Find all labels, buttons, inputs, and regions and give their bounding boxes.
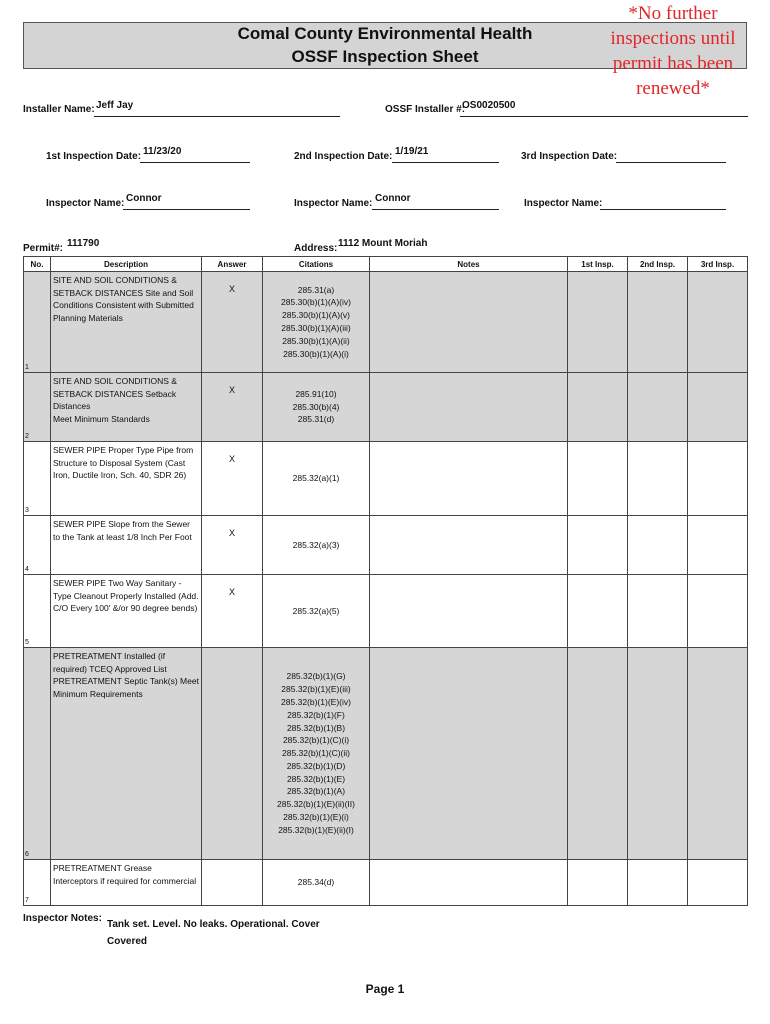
row-1st-insp[interactable] [568,272,628,373]
row-description: SEWER PIPE Two Way Sanitary - Type Cleanout Properly Installed (Add. C/O Every 100' &/or 90 degree bends) [51,575,202,648]
insp1-date-label: 1st Inspection Date: [46,151,142,162]
inspector1-value: Connor [126,193,162,204]
ossf-installer-label: OSSF Installer #: [385,104,466,115]
col-header-3rd-insp: 3rd Insp. [688,257,748,272]
row-1st-insp[interactable] [568,860,628,906]
col-header-notes: Notes [370,257,568,272]
row-answer[interactable]: X [202,272,263,373]
row-description: SEWER PIPE Slope from the Sewer to the Tank at least 1/8 Inch Per Foot [51,516,202,575]
table-row [24,272,748,373]
row-notes[interactable] [370,648,568,860]
renewal-warning-note: *No further inspections until permit has been renewed* [610,3,736,99]
col-header-answer: Answer [202,257,263,272]
inspector2-label: Inspector Name: [294,198,373,209]
row-number: 4 [24,516,51,575]
row-3rd-insp[interactable] [688,442,748,516]
row-description: PRETREATMENT Grease Interceptors if required for commercial [51,860,202,906]
row-1st-insp[interactable] [568,442,628,516]
page-number: Page 1 [365,982,405,996]
insp3-date-line [616,162,726,163]
insp3-date-label: 3rd Inspection Date: [521,151,618,162]
row-2nd-insp[interactable] [628,373,688,442]
table-row [24,373,748,442]
row-number: 3 [24,442,51,516]
inspector-notes-value: Tank set. Level. No leaks. Operational. Cover Covered [107,919,320,947]
inspection-table [23,256,748,906]
row-citations: 285.34(d) [263,860,370,906]
row-answer[interactable] [202,648,263,860]
row-1st-insp[interactable] [568,516,628,575]
col-header-2nd-insp: 2nd Insp. [628,257,688,272]
col-header-citations: Citations [263,257,370,272]
row-answer[interactable]: X [202,373,263,442]
inspector3-line [600,209,726,210]
row-answer[interactable]: X [202,575,263,648]
table-row [24,648,748,860]
address-value: 1112 Mount Moriah [338,238,428,249]
col-header-1st-insp: 1st Insp. [568,257,628,272]
row-2nd-insp[interactable] [628,860,688,906]
row-number: 6 [24,648,51,860]
insp1-date-value: 11/23/20 [143,146,182,157]
row-2nd-insp[interactable] [628,442,688,516]
table-row [24,860,748,906]
row-1st-insp[interactable] [568,575,628,648]
ossf-installer-value: OS0020500 [462,100,516,111]
row-description: PRETREATMENT Installed (if required) TCEQ Approved List PRETREATMENT Septic Tank(s) Meet Minimum Requirements [51,648,202,860]
insp2-date-line [392,162,499,163]
row-3rd-insp[interactable] [688,575,748,648]
row-3rd-insp[interactable] [688,373,748,442]
permit-label: Permit#: [23,243,64,254]
row-notes[interactable] [370,272,568,373]
installer-name-label: Installer Name: [23,104,95,115]
insp2-date-label: 2nd Inspection Date: [294,151,393,162]
table-row [24,575,748,648]
installer-name-value: Jeff Jay [96,100,134,111]
inspector1-line [123,209,250,210]
row-3rd-insp[interactable] [688,860,748,906]
row-answer[interactable]: X [202,516,263,575]
row-description: SEWER PIPE Proper Type Pipe from Structure to Disposal System (Cast Iron, Ductile Iron, Sch. 40, SDR 26) [51,442,202,516]
row-notes[interactable] [370,575,568,648]
insp2-date-value: 1/19/21 [395,146,429,157]
row-citations: 285.32(a)(3) [263,516,370,575]
inspector3-label: Inspector Name: [524,198,603,209]
row-citations: 285.31(a) 285.30(b)(1)(A)(iv) 285.30(b)(1)(A)(v) 285.30(b)(1)(A)(iii) 285.30(b)(1)(A)(ii) 285.30(b)(1)(A)(i) [263,272,370,373]
table-row [24,516,748,575]
row-2nd-insp[interactable] [628,272,688,373]
row-notes[interactable] [370,442,568,516]
row-notes[interactable] [370,860,568,906]
installer-name-line [94,116,340,117]
inspector1-label: Inspector Name: [46,198,125,209]
row-number: 1 [24,272,51,373]
ossf-installer-line [460,116,748,117]
table-row [24,442,748,516]
row-description: SITE AND SOIL CONDITIONS & SETBACK DISTANCES Site and Soil Conditions Consistent with Submitted Planning Materials [51,272,202,373]
row-notes[interactable] [370,516,568,575]
row-citations: 285.91(10) 285.30(b)(4) 285.31(d) [263,373,370,442]
row-answer[interactable]: X [202,442,263,516]
row-1st-insp[interactable] [568,373,628,442]
inspector2-line [372,209,499,210]
row-citations: 285.32(a)(5) [263,575,370,648]
row-number: 5 [24,575,51,648]
row-citations: 285.32(a)(1) [263,442,370,516]
inspector2-value: Connor [375,193,411,204]
permit-value: 111790 [67,238,100,249]
row-3rd-insp[interactable] [688,272,748,373]
document-title: Comal County Environmental Health [237,24,533,43]
inspector-notes-label: Inspector Notes: [23,913,102,924]
row-2nd-insp[interactable] [628,575,688,648]
row-number: 7 [24,860,51,906]
row-2nd-insp[interactable] [628,516,688,575]
document-subtitle: OSSF Inspection Sheet [291,47,479,66]
row-2nd-insp[interactable] [628,648,688,860]
row-description: SITE AND SOIL CONDITIONS & SETBACK DISTANCES Setback Distances Meet Minimum Standards [51,373,202,442]
row-notes[interactable] [370,373,568,442]
insp1-date-line [140,162,250,163]
col-header-description: Description [51,257,202,272]
row-number: 2 [24,373,51,442]
row-3rd-insp[interactable] [688,648,748,860]
address-label: Address: [294,243,338,254]
table-header-row [24,257,748,272]
row-answer[interactable] [202,860,263,906]
row-1st-insp[interactable] [568,648,628,860]
col-header-no: No. [24,257,51,272]
row-3rd-insp[interactable] [688,516,748,575]
row-citations: 285.32(b)(1)(G) 285.32(b)(1)(E)(iii) 285.32(b)(1)(E)(iv) 285.32(b)(1)(F) 285.32(b)(1)(B) 285.32(b)(1)(C)(i) 285.32(b)(1)(C)(ii) 285.32(b)(1)(D) 285.32(b)(1)(E) 285.32(b)(1)(A) 285.32(b)(1)(E)(ii)(II) 285.32(b)(1)(E)(i) 285.32(b)(1)(E)(ii)(I) [263,648,370,860]
